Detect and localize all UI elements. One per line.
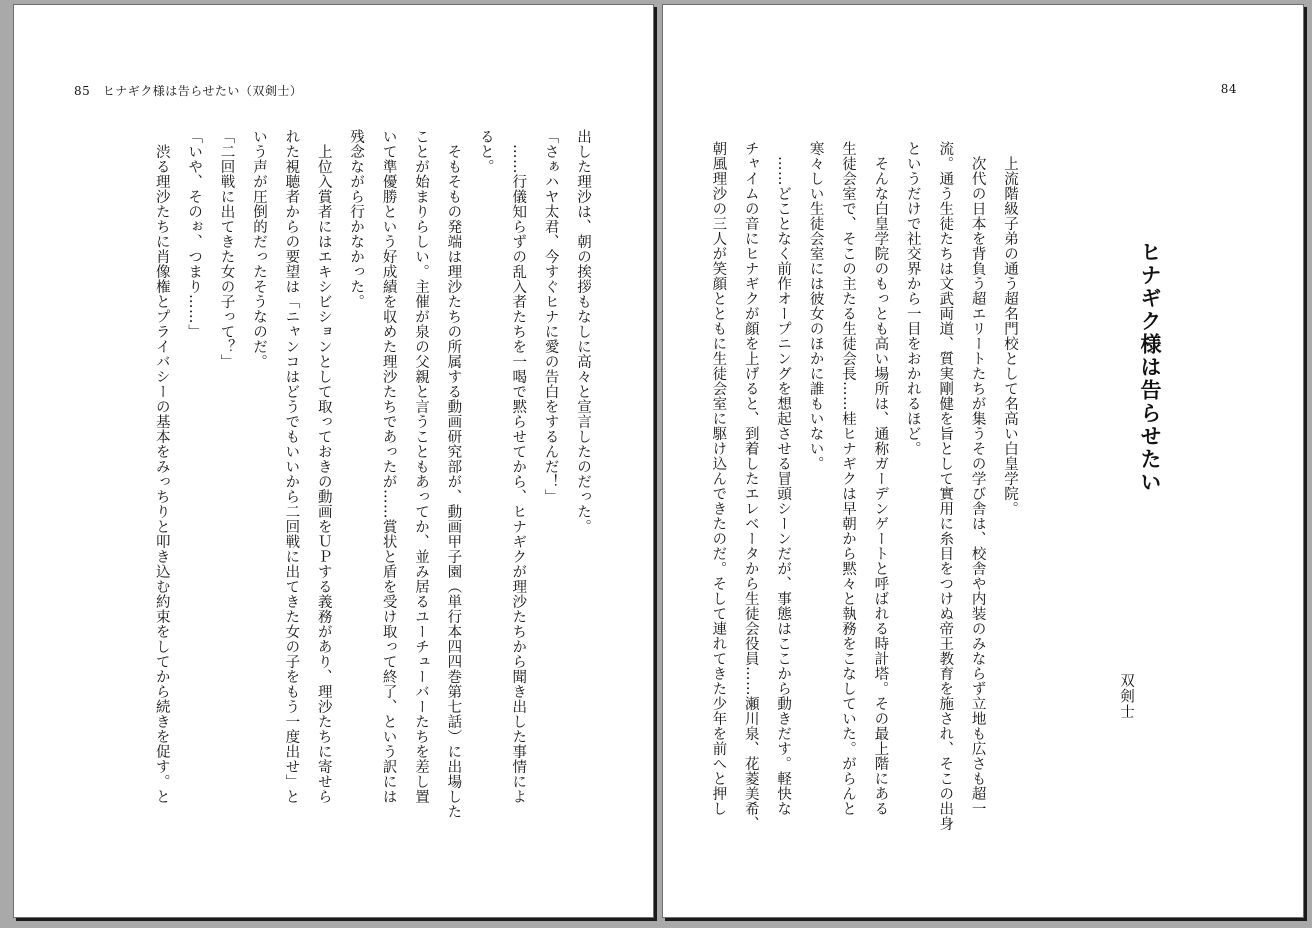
text-line: ると。 bbox=[477, 129, 494, 174]
text-line: チャイムの音にヒナギクが顔を上げると、到着したエレベータから生徒会役員……瀬川泉、花菱美希、 bbox=[742, 141, 759, 831]
text-line: というだけで社交界から一目をおかれるほど。 bbox=[904, 141, 921, 456]
text-line: いて準優勝という好成績を収めた理沙たちであったが……賞状と盾を受け取って終了、という訳には bbox=[380, 129, 397, 804]
left-page bbox=[13, 4, 654, 918]
text-line: 残念ながら行かなかった。 bbox=[348, 129, 365, 309]
body-text-left bbox=[79, 129, 599, 869]
page-number-right: 84 bbox=[1220, 82, 1237, 96]
text-line: そんな白皇学院のもっとも高い場所は、通称ガーデンゲートと呼ばれる時計塔。その最上階にある bbox=[872, 141, 889, 816]
body-text-right bbox=[710, 141, 1026, 871]
text-line: ことが始まりらしい。主催が泉の父親と言うこともあってか、並み居るユーチューバーたちを差し置 bbox=[412, 129, 429, 804]
text-line: そもそもの発端は理沙たちの所属する動画研究部が、動画甲子園（単行本四四巻第七話）に出場した bbox=[445, 129, 462, 819]
text-line: 「さぁハヤ太君、今すぐヒナに愛の告白をするんだ！」 bbox=[542, 129, 559, 504]
story-title: ヒナギク様は告らせたい bbox=[1138, 241, 1162, 494]
text-line: 寒々しい生徒会室には彼女のほかに誰もいない。 bbox=[807, 141, 824, 471]
text-line: 渋る理沙たちに肖像権とプライバシーの基本をみっちりと叩き込む約束をしてから続きを促す。と bbox=[153, 129, 170, 804]
text-line: 上位入賞者にはエキシビションとして取っておきの動画をＵＰする義務があり、理沙たちに寄せら bbox=[315, 129, 332, 804]
right-page bbox=[662, 4, 1304, 918]
author-name: 双剣士 bbox=[1118, 673, 1134, 720]
text-line: 出した理沙は、朝の挨拶もなしに高々と宣言したのだった。 bbox=[575, 129, 591, 534]
text-line: 上流階級子弟の通う超名門校として名高い白皇学院。 bbox=[1002, 141, 1018, 516]
text-line: 朝風理沙の三人が笑顔とともに生徒会室に駆け込んできたのだ。そして連れてきた少年を前へと押し bbox=[710, 141, 727, 816]
page-header-left: 85 ヒナギク様は告らせたい（双剣士） bbox=[74, 84, 303, 98]
text-line: いう声が圧倒的だったそうなのだ。 bbox=[250, 129, 267, 369]
text-line: れた視聴者からの要望は「ニャンコはどうでもいいから二回戦に出てきた女の子をもう一度出せ」と bbox=[283, 129, 300, 804]
text-line: 「二回戦に出てきた女の子って？」 bbox=[218, 129, 235, 369]
text-line: 「いや、そのぉ、つまり……」 bbox=[186, 129, 203, 339]
text-line: 流。通う生徒たちは文武両道、質実剛健を旨として實用に糸目をつけぬ帝王教育を施され、そこの出身 bbox=[937, 141, 954, 831]
text-line: 生徒会室で、そこの主たる生徒会長……桂ヒナギクは早朝から黙々と執務をこなしていた。がらんと bbox=[839, 141, 856, 816]
text-line: ……どことなく前作オープニングを想起させる冒頭シーンだが、事態はここから動きだす。軽快な bbox=[775, 141, 792, 816]
text-line: 次代の日本を背負う超エリートたちが集うその学び舎は、校舎や内装のみならず立地も広さも超一 bbox=[969, 141, 986, 816]
text-line: ……行儀知らずの乱入者たちを一喝で黙らせてから、ヒナギクが理沙たちから聞き出した事情によ bbox=[510, 129, 527, 804]
